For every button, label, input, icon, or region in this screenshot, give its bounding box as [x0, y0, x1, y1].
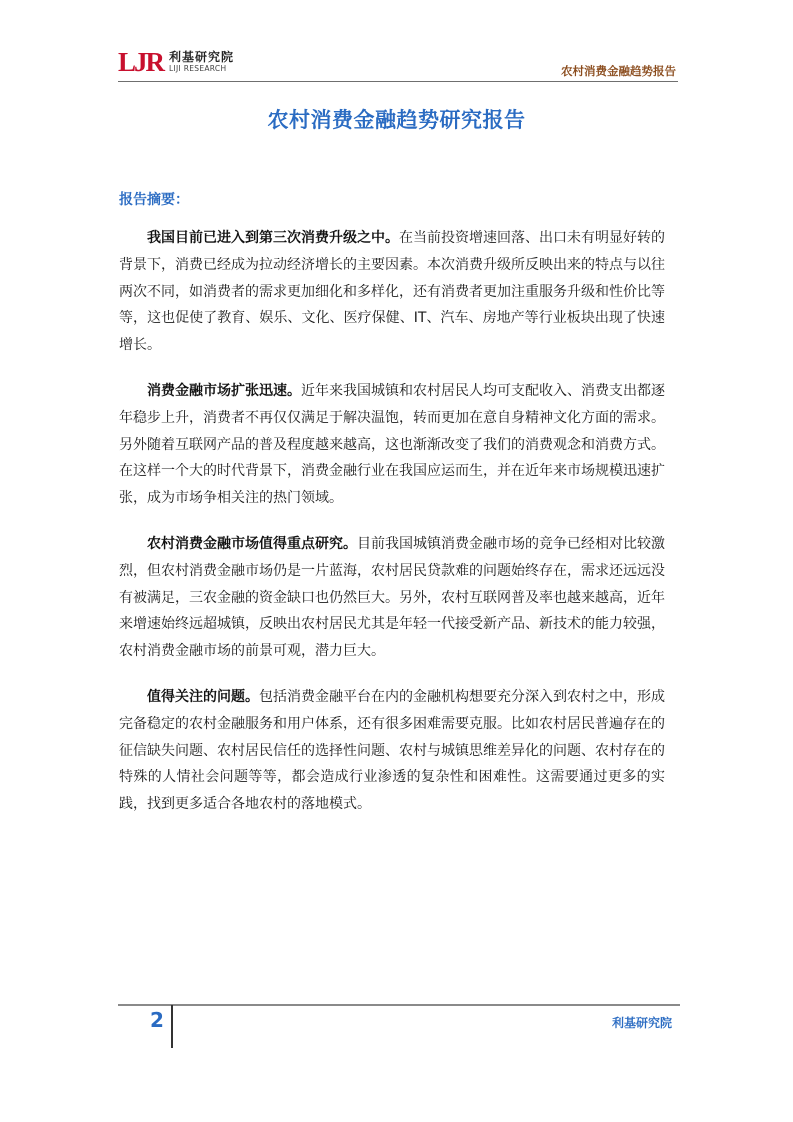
logo-mark: LJR — [118, 46, 164, 77]
paragraph-lead: 值得关注的问题。 — [147, 688, 259, 705]
document-title: 农村消费金融趋势研究报告 — [267, 108, 526, 132]
summary-heading: 报告摘要： — [119, 192, 189, 208]
paragraph-text: 目前我国城镇消费金融市场的竞争已经相对比较激烈，但农村消费金融市场仍是一片蓝海，农村居民贷款难的问题始终存在，需求还远远没有被满足，三农金融的资金缺口也仍然巨大。另外，农村互联网普及率也越来越高，近年来增速始终远超城镇，反映出农村居民尤其是年轻一代接受新产品、新技术的能力较强，农村消费金融市场的前景可观，潜力巨大。 — [119, 535, 665, 660]
paragraph — [119, 684, 665, 818]
paragraph — [119, 531, 665, 665]
footer-org-name: 利基研究院 — [611, 1016, 672, 1030]
header-report-title: 农村消费金融趋势报告 — [561, 64, 676, 78]
paragraph-lead: 农村消费金融市场值得重点研究。 — [147, 535, 357, 552]
paragraph — [119, 225, 665, 359]
paragraph-text: 近年来我国城镇和农村居民人均可支配收入、消费支出都逐年稳步上升，消费者不再仅仅满足于解决温饱，转而更加在意自身精神文化方面的需求。另外随着互联网产品的普及程度越来越高，这也渐渐改变了我们的消费观念和消费方式。在这样一个大的时代背景下，消费金融行业在我国应运而生，并在近年来市场规模迅速扩张，成为市场争相关注的热门领域。 — [119, 382, 665, 507]
page-number: 2 — [150, 1008, 164, 1032]
logo-english-name: LIJI RESEARCH — [169, 64, 227, 74]
logo-chinese-name: 利基研究院 — [169, 50, 235, 65]
paragraph-text: 在当前投资增速回落、出口未有明显好转的背景下，消费已经成为拉动经济增长的主要因素。本次消费升级所反映出来的特点与以往两次不同，如消费者的需求更加细化和多样化，还有消费者更加注重服务升级和性价比等等，这也促使了教育、娱乐、文化、医疗保健、IT、汽车、房地产等行业板块出现了快速增长。 — [119, 230, 665, 354]
paragraph-lead: 消费金融市场扩张迅速。 — [147, 382, 301, 399]
footer-vertical-divider — [171, 1005, 173, 1048]
header-divider — [118, 81, 678, 82]
footer-divider — [118, 1004, 680, 1006]
logo-text — [169, 51, 234, 73]
liji-research-logo — [118, 45, 234, 79]
page-header — [118, 40, 678, 84]
paragraph-lead: 我国目前已进入到第三次消费升级之中。 — [147, 230, 399, 246]
paragraph — [119, 378, 665, 512]
summary-body — [119, 225, 665, 837]
paragraph-text: 包括消费金融平台在内的金融机构想要充分深入到农村之中，形成完备稳定的农村金融服务和用户体系，还有很多困难需要克服。比如农村居民普遍存在的征信缺失问题、农村居民信任的选择性问题、农村与城镇思维差异化的问题、农村存在的特殊的人情社会问题等等，都会造成行业渗透的复杂性和困难性。这需要通过更多的实践，找到更多适合各地农村的落地模式。 — [119, 688, 665, 813]
